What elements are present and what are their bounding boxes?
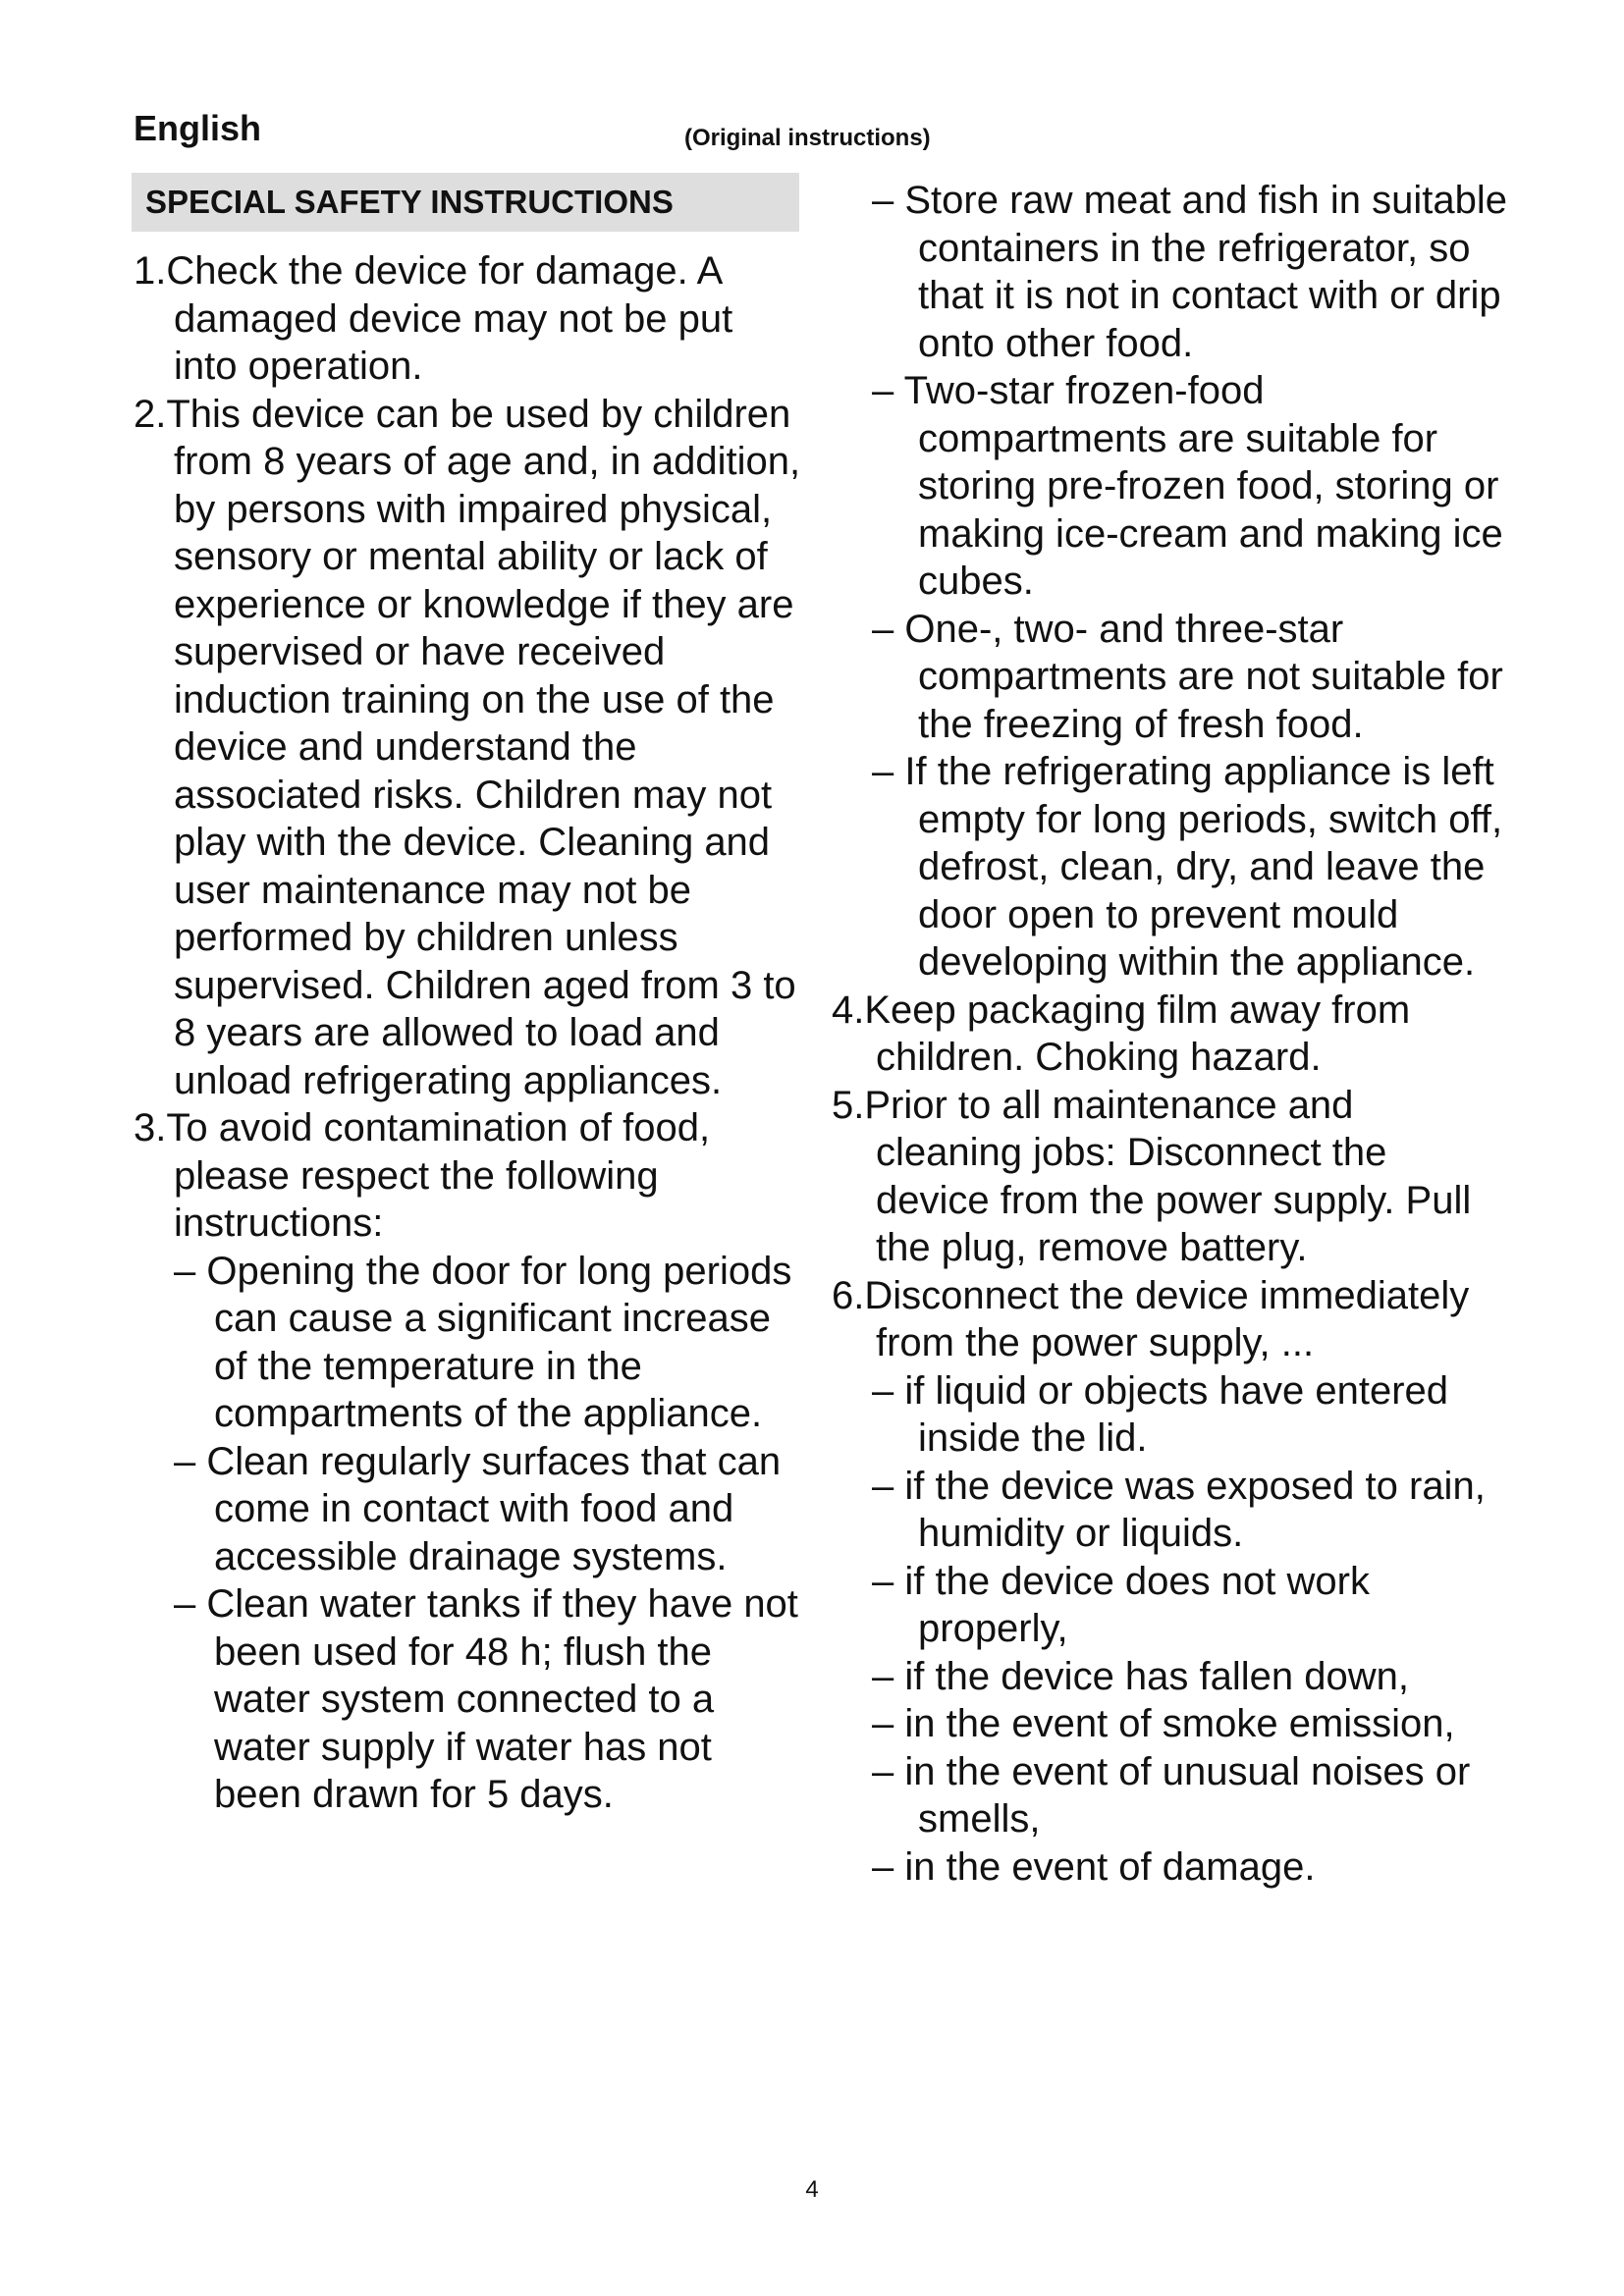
instruction-item-3: 3.To avoid contamination of food, please respect the following instructions: — [134, 1106, 711, 1245]
language-label: English — [134, 108, 262, 148]
sub-instruction: – in the event of smoke emission, — [872, 1702, 1455, 1745]
page-number: 4 — [805, 2176, 819, 2203]
left-column — [134, 247, 801, 1819]
right-column — [832, 177, 1509, 1891]
original-instructions-note: (Original instructions) — [684, 125, 931, 151]
sub-instruction: – If the refrigerating appliance is left empty for long periods, switch off, defrost, clean, dry, and leave the door open to prevent mould developing within the appliance. — [872, 750, 1503, 984]
instruction-item-1: 1.Check the device for damage. A damaged device may not be put into operation. — [134, 249, 733, 388]
sub-instruction: – Two-star frozen-food compartments are suitable for storing pre-frozen food, storing or making ice-cream and making ice cubes. — [872, 369, 1503, 603]
sub-instruction: – in the event of damage. — [872, 1844, 1316, 1889]
sub-instruction: – Store raw meat and fish in suitable containers in the refrigerator, so that it is not in contact with or drip onto other food. — [872, 179, 1508, 365]
sub-instruction: – if the device was exposed to rain, humidity or liquids. — [872, 1464, 1486, 1555]
sub-instruction: – Opening the door for long periods can cause a significant increase of the temperature in the compartments of the appliance. — [174, 1249, 792, 1435]
sub-instruction: – One-, two- and three-star compartments are not suitable for the freezing of fresh food. — [872, 607, 1503, 746]
sub-instruction: – if the device does not work properly, — [872, 1559, 1370, 1650]
instruction-item-6: 6.Disconnect the device immediately from the power supply, ... — [832, 1273, 1470, 1364]
sub-instruction: – Clean water tanks if they have not been used for 48 h; flush the water system connected to a water supply if water has not been drawn for 5 days. — [174, 1582, 798, 1816]
sub-instruction: – if the device has fallen down, — [872, 1654, 1410, 1698]
sub-instruction: – Clean regularly surfaces that can come in contact with food and accessible drainage systems. — [174, 1439, 782, 1578]
section-title: SPECIAL SAFETY INSTRUCTIONS — [132, 173, 799, 232]
sub-instruction: – in the event of unusual noises or smells, — [872, 1749, 1471, 1841]
instruction-item-5: 5.Prior to all maintenance and cleaning jobs: Disconnect the device from the power supply. Pull the plug, remove battery. — [832, 1083, 1472, 1269]
instruction-item-2: 2.This device can be used by children from 8 years of age and, in addition, by persons with impaired physical, sensory or mental ability or lack of experience or knowledge if they are supervised or have received induction training on the use of the device and understand the associated risks. Children may not play with the device. Cleaning and user maintenance may not be performed by children unless supervised. Children aged from 3 to 8 years are allowed to load and unload refrigerating appliances. — [134, 392, 801, 1102]
sub-instruction: – if liquid or objects have entered inside the lid. — [872, 1368, 1449, 1460]
instruction-item-4: 4.Keep packaging film away from children. Choking hazard. — [832, 988, 1411, 1079]
